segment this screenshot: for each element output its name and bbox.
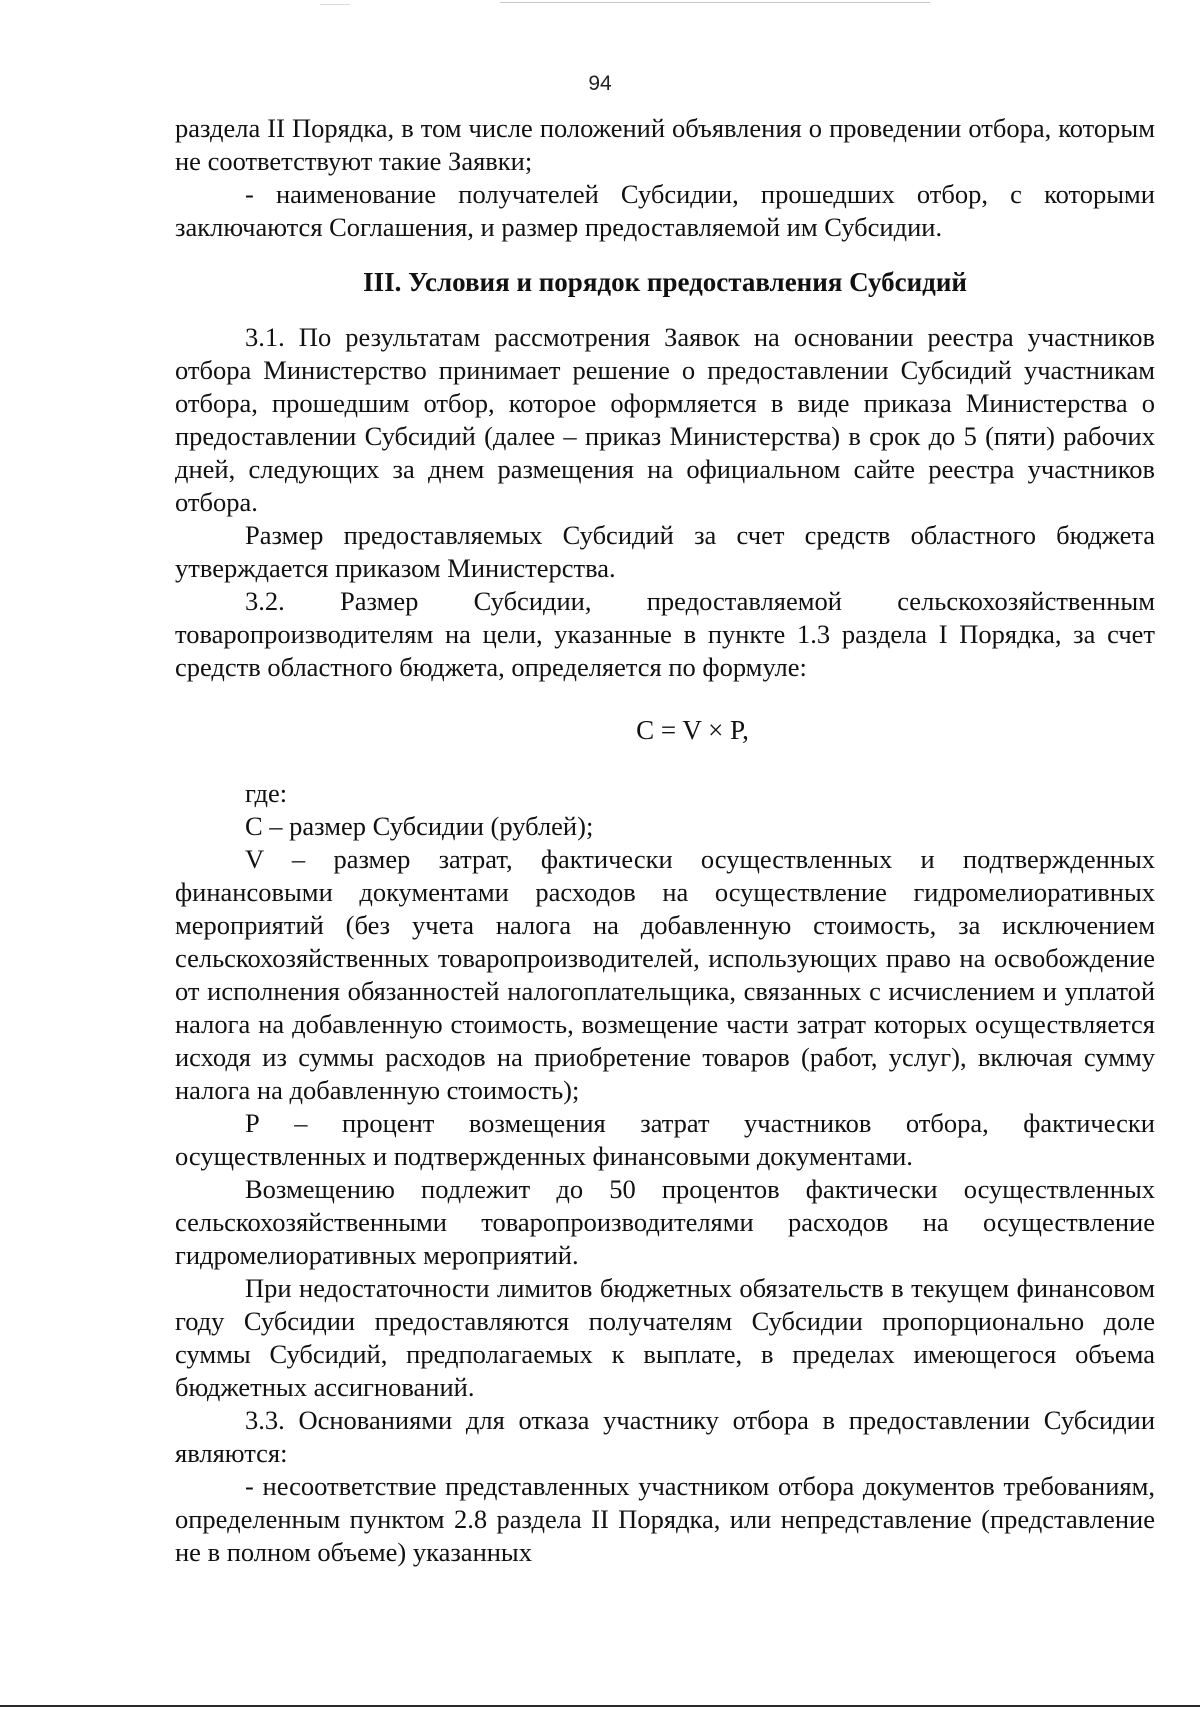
paragraph-recipients-list-item: - наименование получателей Субсидии, прошедших отбор, с которыми заключаются Соглашения, и размер предоставляемой им Субсидии. <box>175 179 1155 242</box>
paragraph-where: где: <box>245 778 288 808</box>
scan-edge-line-bottom <box>0 1705 1200 1707</box>
paragraph-refusal-ground-1: - несоответствие представленных участником отбора документов требованиям, определенным пунктом 2.8 раздела II Порядка, или непредставление (представление не в полном объеме) указанных <box>175 1471 1155 1567</box>
paragraph-reimbursement-limit: Возмещению подлежит до 50 процентов фактически осуществленных сельскохозяйственными товаропроизводителями расходов на осуществление гидромелиоративных мероприятий. <box>175 1174 1155 1270</box>
scan-edge-line-top <box>500 2 930 3</box>
formula: C = V × P, <box>636 715 749 745</box>
paragraph-3-1: 3.1. По результатам рассмотрения Заявок на основании реестра участников отбора Министерство принимает решение о предоставлении Субсидий участникам отбора, прошедшим отбор, которое оформляется в виде приказа Министерства о предоставлении Субсидий (далее – приказ Министерства) в срок до 5 (пяти) рабочих дней, следующих за днем размещения на официальном сайте реестра участников отбора. <box>175 322 1155 517</box>
paragraph-definition-p: Р – процент возмещения затрат участников отбора, фактически осуществленных и подтвержденных финансовыми документами. <box>175 1108 1155 1171</box>
paragraph-3-3: 3.3. Основаниями для отказа участнику отбора в предоставлении Субсидии являются: <box>175 1405 1155 1468</box>
paragraph-definition-c: С – размер Субсидии (рублей); <box>245 811 594 841</box>
paragraph-3-2: 3.2. Размер Субсидии, предоставляемой сельскохозяйственным товаропроизводителям на цели, указанные в пункте 1.3 раздела I Порядка, за счет средств областного бюджета, определяется по формуле: <box>175 586 1155 682</box>
paragraph-subsidy-size-approval: Размер предоставляемых Субсидий за счет средств областного бюджета утверждается приказом Министерства. <box>175 520 1155 583</box>
paragraph-insufficient-limits: При недостаточности лимитов бюджетных обязательств в текущем финансовом году Субсидии предоставляются получателям Субсидии пропорционально доле суммы Субсидий, предполагаемых к выплате, в пределах имеющегося объема бюджетных ассигнований. <box>175 1273 1155 1402</box>
paragraph-continuation: раздела II Порядка, в том числе положений объявления о проведении отбора, которым не соответствуют такие Заявки; <box>175 113 1155 176</box>
document-body <box>175 112 1155 1569</box>
page-number: 94 <box>588 72 612 95</box>
scan-edge-mark-top <box>320 4 350 5</box>
section-heading: III. Условия и порядок предоставления Субсидий <box>363 267 967 297</box>
paragraph-definition-v: V – размер затрат, фактически осуществленных и подтвержденных финансовыми документами расходов на осуществление гидромелиоративных мероприятий (без учета налога на добавленную стоимость, за исключением сельскохозяйственных товаропроизводителей, использующих право на освобождение от исполнения обязанностей налогоплательщика, связанных с исчислением и уплатой налога на добавленную стоимость, возмещение части затрат которых осуществляется исходя из суммы расходов на приобретение товаров (работ, услуг), включая сумму налога на добавленную стоимость); <box>175 844 1155 1105</box>
